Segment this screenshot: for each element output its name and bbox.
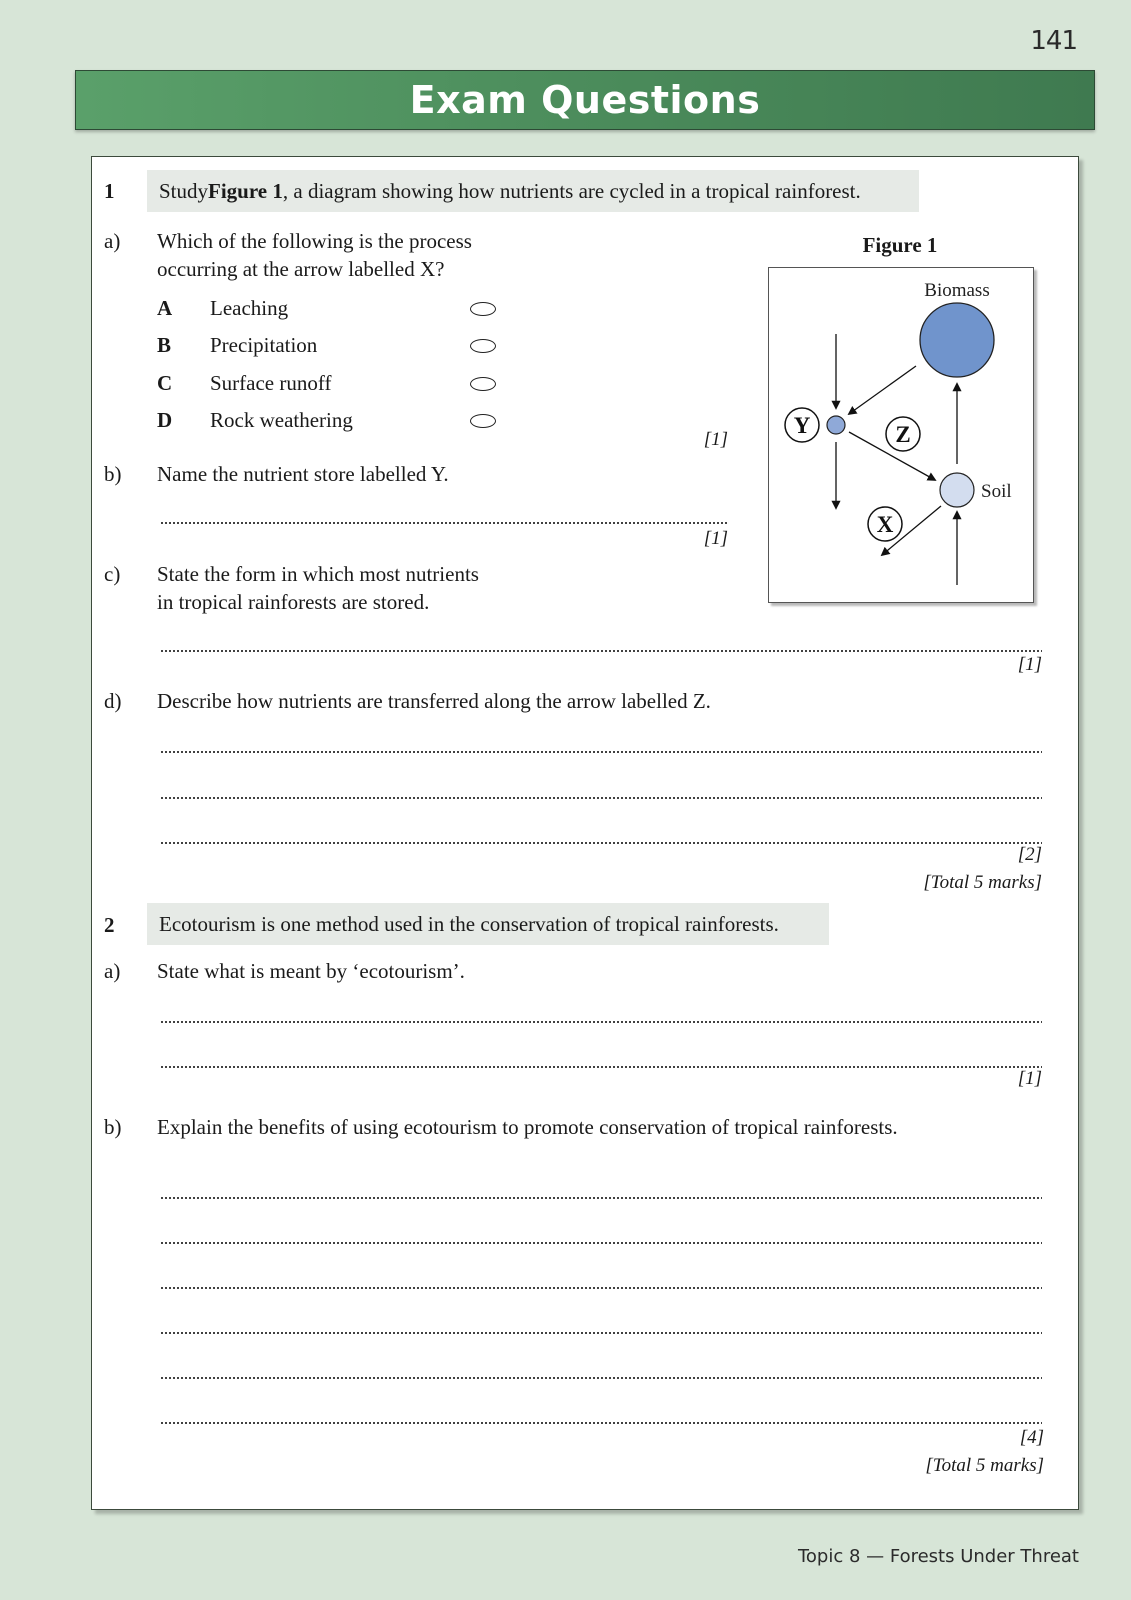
option-a-radio[interactable]	[470, 302, 496, 316]
q1c-text-line2: in tropical rainforests are stored.	[157, 590, 430, 614]
nutrient-cycle-svg	[769, 268, 1033, 602]
q1d-label: d)	[104, 689, 122, 713]
q2-total-marks: [Total 5 marks]	[925, 1455, 1044, 1476]
q2a-label: a)	[104, 959, 121, 983]
q2b-marks: [4]	[1019, 1427, 1044, 1448]
q1-total-marks: [Total 5 marks]	[923, 872, 1042, 893]
option-letter: A	[157, 296, 173, 320]
figure-1-title: Figure 1	[862, 233, 938, 257]
q2b-label: b)	[104, 1115, 122, 1139]
page-footer-topic: Topic 8 — Forests Under Threat	[797, 1546, 1079, 1567]
q1b-label: b)	[104, 462, 122, 486]
q1d-answer-line-3[interactable]	[160, 842, 1042, 844]
q1c-answer-line[interactable]	[160, 650, 1042, 652]
q1d-answer-line-1[interactable]	[160, 751, 1042, 753]
option-b-radio[interactable]	[470, 339, 496, 353]
q1b-answer-line[interactable]	[160, 522, 728, 524]
q2b-answer-line-1[interactable]	[160, 1197, 1042, 1199]
question-sheet	[91, 156, 1079, 1510]
label-y: Y	[793, 413, 811, 438]
q1-intro-pre: Study	[159, 178, 209, 203]
option-label: Rock weathering	[210, 408, 353, 432]
option-label: Precipitation	[210, 333, 318, 357]
page-number: 141	[1030, 26, 1077, 56]
option-d-radio[interactable]	[470, 414, 496, 428]
q1c-label: c)	[104, 562, 121, 586]
biomass-store-circle	[920, 303, 994, 377]
q2a-answer-line-2[interactable]	[160, 1066, 1042, 1068]
option-label: Surface runoff	[210, 371, 332, 395]
label-x: X	[876, 512, 894, 537]
q2a-marks: [1]	[1017, 1068, 1042, 1089]
q1a-question	[157, 227, 472, 283]
q1b-marks: [1]	[703, 528, 728, 549]
q1-intro-figure-ref: Figure 1	[208, 178, 283, 203]
option-letter: B	[157, 333, 172, 357]
option-label: Leaching	[210, 296, 289, 320]
q2b-answer-line-6[interactable]	[160, 1422, 1042, 1424]
q1d-marks: [2]	[1017, 844, 1042, 865]
option-letter: C	[157, 371, 173, 395]
q1d-question: Describe how nutrients are transferred along the arrow labelled Z.	[157, 689, 711, 713]
q2a-question: State what is meant by ‘ecotourism’.	[157, 959, 465, 983]
q2b-answer-line-2[interactable]	[160, 1242, 1042, 1244]
soil-store-circle	[940, 473, 974, 507]
soil-label: Soil	[981, 481, 1012, 502]
litter-store-circle	[827, 416, 845, 434]
q1d-answer-line-2[interactable]	[160, 797, 1042, 799]
q1c-question	[157, 560, 479, 616]
question-2-number: 2	[104, 913, 115, 937]
question-1-number: 1	[104, 179, 115, 203]
q1a-text-line2: occurring at the arrow labelled X?	[157, 257, 445, 281]
q2b-answer-line-4[interactable]	[160, 1332, 1042, 1334]
question-1-intro	[147, 170, 919, 212]
label-z: Z	[895, 422, 911, 447]
biomass-label: Biomass	[924, 280, 990, 301]
q2b-answer-line-3[interactable]	[160, 1287, 1042, 1289]
q2b-answer-line-5[interactable]	[160, 1377, 1042, 1379]
title-banner	[75, 70, 1095, 130]
q2a-answer-line-1[interactable]	[160, 1021, 1042, 1023]
q2b-question: Explain the benefits of using ecotourism to promote conservation of tropical rainforests.	[157, 1115, 898, 1139]
figure-1-nutrient-cycle-diagram	[768, 267, 1034, 603]
option-letter: D	[157, 408, 173, 432]
option-c-radio[interactable]	[470, 377, 496, 391]
arrow-biomass-to-litter	[849, 366, 916, 414]
q1a-label: a)	[104, 229, 121, 253]
q1a-text-line1: Which of the following is the process	[157, 229, 472, 253]
q1c-text-line1: State the form in which most nutrients	[157, 562, 479, 586]
page-title: Exam Questions	[409, 78, 761, 122]
q1a-marks: [1]	[703, 429, 728, 450]
q1b-question: Name the nutrient store labelled Y.	[157, 462, 449, 486]
question-2-intro: Ecotourism is one method used in the conservation of tropical rainforests.	[147, 903, 829, 945]
q1c-marks: [1]	[1017, 654, 1042, 675]
q1-intro-post: , a diagram showing how nutrients are cycled in a tropical rainforest.	[282, 178, 861, 203]
